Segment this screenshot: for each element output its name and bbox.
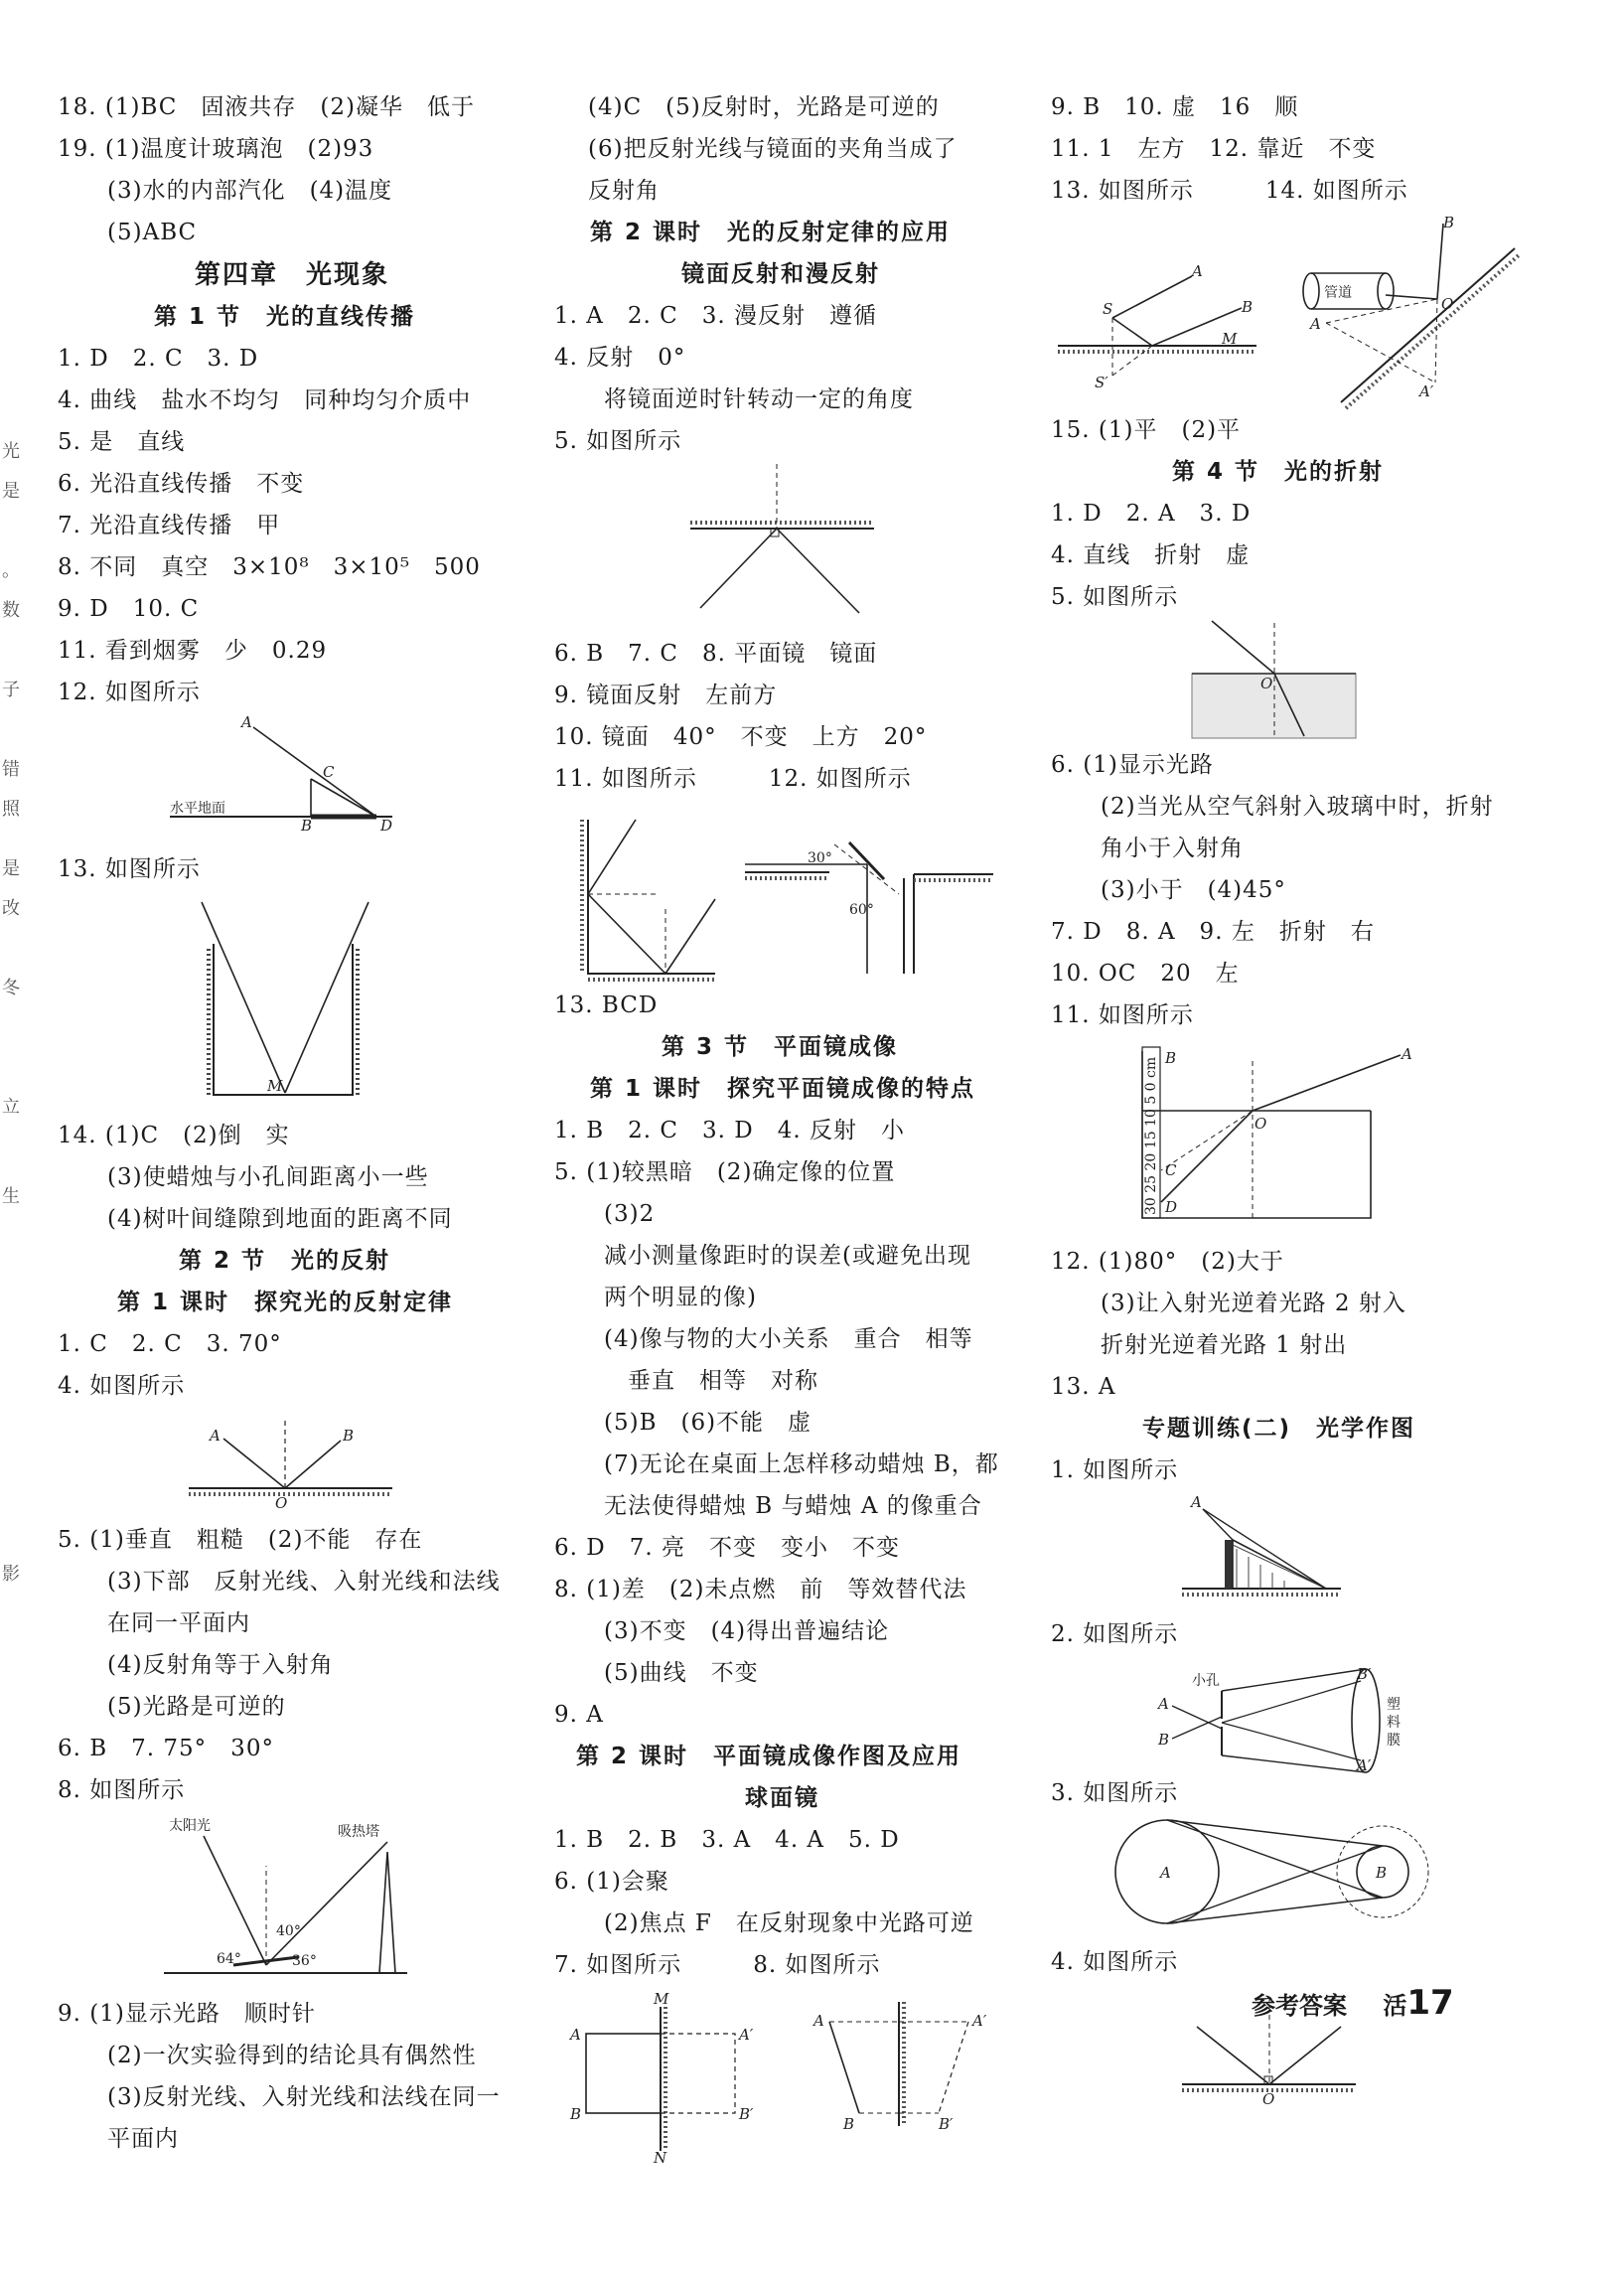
answer-line: 9. B 10. 虚 16 顺: [1051, 94, 1299, 120]
svg-text:O: O: [1262, 2090, 1275, 2108]
answer-line: (5)曲线 不变: [580, 1660, 759, 1686]
answer-line: 11. 1 左方 12. 靠近 不变: [1051, 136, 1377, 162]
answer-line: (3)反射光线、入射光线和法线在同一: [83, 2084, 501, 2110]
figure-8b: [810, 1992, 998, 2141]
answer-line: (3)不变 (4)得出普遍结论: [580, 1618, 890, 1644]
answer-line: 1. D 2. A 3. D: [1051, 501, 1252, 527]
answer-line: 4. 如图所示: [1051, 1949, 1179, 1975]
answer-line: 9. (1)显示光路 顺时针: [58, 2001, 316, 2027]
svg-text:D: D: [1165, 1198, 1178, 1216]
answer-line: (2)一次实验得到的结论具有偶然性: [83, 2043, 477, 2068]
lesson-heading: 第 2 课时 光的反射定律的应用: [590, 220, 952, 245]
figure-12: [164, 713, 402, 833]
answer-line: 4. 曲线 盐水不均匀 同种均匀介质中: [58, 387, 472, 413]
svg-text:A: A: [1402, 1045, 1412, 1063]
figure-spec-1: [1177, 1495, 1346, 1600]
svg-text:A′: A′: [1357, 1756, 1372, 1774]
answer-line: 6. D 7. 亮 不变 变小 不变: [554, 1535, 900, 1561]
answer-line: 11. 如图所示: [1051, 1002, 1194, 1028]
answer-line: 无法使得蜡烛 B 与蜡烛 A 的像重合: [580, 1493, 982, 1519]
svg-text:膜: 膜: [1387, 1733, 1401, 1749]
answer-line: 4. 如图所示: [58, 1373, 186, 1399]
svg-text:B: B: [1158, 1731, 1170, 1749]
svg-text:A: A: [1192, 262, 1203, 280]
answer-line: 13. 如图所示: [58, 856, 201, 882]
answer-line: 6. (1)显示光路: [1051, 752, 1214, 778]
answer-line: (3)水的内部汽化 (4)温度: [83, 178, 393, 204]
svg-text:B′: B′: [739, 2105, 754, 2123]
margin-fragment: 错: [2, 759, 20, 780]
answer-line: 8. (1)差 (2)未点燃 前 等效替代法: [554, 1577, 967, 1602]
svg-text:O: O: [1441, 295, 1454, 313]
figure-13: [194, 894, 382, 1103]
page-footer: [1252, 1983, 1454, 2023]
footer-brand: 活: [1383, 1992, 1407, 2020]
answer-line: 在同一平面内: [83, 1610, 250, 1636]
answer-line: 减小测量像距时的误差(或避免出现: [580, 1243, 971, 1269]
figure-spec-2: [1152, 1661, 1410, 1780]
answer-line: 6. (1)会聚: [554, 1869, 669, 1895]
figure-5b: [1187, 611, 1361, 745]
answer-line: 1. C 2. C 3. 70°: [58, 1331, 282, 1357]
answer-line: 6. 光沿直线传播 不变: [58, 471, 305, 497]
svg-text:C: C: [1165, 1161, 1177, 1179]
answer-line: (3)小于 (4)45°: [1077, 877, 1286, 903]
svg-text:30 25 20 15 10 5 0 cm: 30 25 20 15 10 5 0 cm: [1143, 1056, 1159, 1215]
answer-line: (5)ABC: [83, 220, 198, 245]
svg-text:B: B: [1376, 1864, 1388, 1882]
section-heading: 专题训练(二) 光学作图: [1142, 1416, 1416, 1442]
svg-text:O: O: [1260, 675, 1273, 692]
answer-line: 1. D 2. C 3. D: [58, 346, 259, 372]
svg-text:小孔: 小孔: [1192, 1673, 1220, 1689]
svg-text:A′: A′: [1419, 382, 1434, 400]
margin-fragment: 。: [2, 560, 20, 581]
answer-line: 9. 镜面反射 左前方: [554, 683, 778, 708]
answer-line: 5. 如图所示: [554, 428, 682, 454]
svg-text:M: M: [267, 1077, 283, 1095]
figure-14: [1296, 214, 1525, 412]
answer-line: (3)下部 反射光线、入射光线和法线: [83, 1569, 501, 1595]
answer-line: 3. 如图所示: [1051, 1780, 1179, 1806]
lesson-heading: 第 1 课时 探究光的反射定律: [117, 1290, 454, 1315]
answer-line: 19. (1)温度计玻璃泡 (2)93: [58, 136, 374, 162]
svg-text:太阳光: 太阳光: [169, 1818, 211, 1834]
margin-fragment: 冬: [2, 978, 20, 998]
answer-line: 1. A 2. C 3. 漫反射 遵循: [554, 303, 877, 329]
chapter-heading: 第四章 光现象: [195, 260, 390, 290]
answer-line: 平面内: [83, 2126, 179, 2152]
margin-fragment: 光: [2, 441, 20, 462]
svg-text:S′: S′: [1095, 374, 1108, 391]
svg-text:B: B: [843, 2115, 855, 2133]
answer-line: (5)B (6)不能 虚: [580, 1410, 812, 1436]
svg-text:O: O: [275, 1494, 288, 1512]
answer-line: (4)树叶间缝隙到地面的距离不同: [83, 1206, 453, 1232]
svg-text:吸热塔: 吸热塔: [338, 1824, 379, 1840]
answer-line: 10. OC 20 左: [1051, 961, 1240, 987]
svg-text:D: D: [380, 817, 393, 835]
figure-8: [159, 1816, 417, 1985]
answer-line: (4)反射角等于入射角: [83, 1652, 334, 1678]
lesson-subheading: 球面镜: [745, 1785, 819, 1811]
answer-line: 5. (1)垂直 粗糙 (2)不能 存在: [58, 1527, 423, 1553]
answer-line: (2)当光从空气斜射入玻璃中时，折射: [1077, 794, 1494, 820]
answer-line: (2)焦点 F 在反射现象中光路可逆: [580, 1910, 974, 1936]
svg-text:A: A: [210, 1427, 221, 1445]
answer-line: 14. (1)C (2)倒 实: [58, 1123, 290, 1148]
svg-text:60°: 60°: [849, 902, 874, 918]
answer-line: (6)把反射光线与镜面的夹角当成了: [564, 136, 958, 162]
figure-12b: [740, 835, 1003, 984]
answer-line: 11. 看到烟雾 少 0.29: [58, 638, 328, 664]
svg-text:30°: 30°: [808, 850, 832, 866]
svg-text:水平地面: 水平地面: [170, 801, 225, 817]
answer-line: 11. 如图所示 12. 如图所示: [554, 766, 912, 792]
svg-text:B′: B′: [939, 2115, 954, 2133]
svg-text:B: B: [301, 817, 313, 835]
answer-line: 7. D 8. A 9. 左 折射 右: [1051, 919, 1375, 945]
answer-line: 9. D 10. C: [58, 596, 200, 622]
answer-line: 7. 光沿直线传播 甲: [58, 513, 281, 538]
answer-line: 5. (1)较黑暗 (2)确定像的位置: [554, 1159, 896, 1185]
answer-line: 8. 不同 真空 3×10⁸ 3×10⁵ 500: [58, 554, 481, 580]
answer-line: 12. (1)80° (2)大于: [1051, 1249, 1284, 1275]
section-heading: 第 3 节 平面镜成像: [662, 1034, 899, 1060]
svg-text:36°: 36°: [292, 1953, 317, 1969]
svg-text:N: N: [654, 2149, 667, 2167]
margin-fragment: 数: [2, 600, 20, 621]
svg-text:A: A: [570, 2026, 581, 2044]
figure-5: [685, 459, 884, 618]
answer-line: 8. 如图所示: [58, 1777, 186, 1803]
answer-line: 垂直 相等 对称: [580, 1368, 818, 1394]
answer-line: 两个明显的像): [580, 1285, 757, 1310]
page-number: 17: [1406, 1983, 1454, 2023]
answer-line: 4. 反射 0°: [554, 345, 686, 371]
margin-fragment: 影: [2, 1564, 20, 1585]
margin-fragment: 改: [2, 898, 20, 919]
answer-line: (3)使蜡烛与小孔间距离小一些: [83, 1164, 429, 1190]
figure-4: [184, 1411, 402, 1510]
svg-text:A′: A′: [972, 2012, 987, 2030]
svg-text:O: O: [1255, 1115, 1267, 1133]
figure-11: [576, 815, 725, 979]
figure-11b: [1137, 1041, 1415, 1225]
svg-text:A: A: [241, 713, 252, 731]
answer-line: 15. (1)平 (2)平: [1051, 417, 1242, 443]
answer-line: 5. 是 直线: [58, 429, 186, 455]
figure-spec-3: [1112, 1810, 1450, 1934]
section-heading: 第 4 节 光的折射: [1172, 459, 1385, 485]
svg-text:B: B: [1165, 1049, 1177, 1067]
margin-fragment: 是: [2, 858, 20, 879]
svg-text:A: A: [1160, 1864, 1171, 1882]
answer-line: (3)2: [580, 1201, 656, 1227]
answer-line: 反射角: [564, 178, 660, 204]
svg-text:A: A: [1191, 1493, 1202, 1511]
answer-line: 13. A: [1051, 1374, 1116, 1400]
figure-7: [566, 1990, 755, 2167]
answer-line: 2. 如图所示: [1051, 1621, 1179, 1647]
answer-line: 12. 如图所示: [58, 680, 201, 705]
svg-text:A: A: [813, 2012, 824, 2030]
answer-line: 角小于入射角: [1077, 836, 1244, 861]
answer-line: (7)无论在桌面上怎样移动蜡烛 B，都: [580, 1451, 999, 1477]
answer-line: 1. 如图所示: [1051, 1457, 1179, 1483]
svg-text:C: C: [323, 763, 335, 781]
answer-line: 6. B 7. 75° 30°: [58, 1736, 274, 1761]
margin-fragment: 立: [2, 1097, 20, 1118]
answer-line: 18. (1)BC 固液共存 (2)凝华 低于: [58, 94, 475, 120]
answer-line: (3)让入射光逆着光路 2 射入: [1077, 1291, 1406, 1316]
answer-line: 折射光逆着光路 1 射出: [1077, 1332, 1348, 1358]
figure-13b: [1053, 248, 1266, 392]
margin-fragment: 照: [2, 799, 20, 820]
answer-line: (4)像与物的大小关系 重合 相等: [580, 1326, 973, 1352]
svg-text:B: B: [1242, 298, 1254, 316]
margin-fragment: 是: [2, 481, 20, 502]
svg-text:64°: 64°: [217, 1951, 241, 1967]
answer-line: 5. 如图所示: [1051, 584, 1179, 610]
svg-text:B: B: [1443, 214, 1455, 231]
footer-label: 参考答案: [1252, 1992, 1347, 2020]
svg-text:40°: 40°: [276, 1923, 301, 1939]
section-heading: 第 2 节 光的反射: [179, 1248, 391, 1274]
answer-line: 6. B 7. C 8. 平面镜 镜面: [554, 641, 878, 667]
svg-text:B′: B′: [1357, 1665, 1372, 1683]
svg-text:A: A: [1310, 315, 1321, 333]
svg-text:S: S: [1103, 300, 1113, 318]
svg-text:A′: A′: [739, 2026, 754, 2044]
section-heading: 第 1 节 光的直线传播: [154, 304, 416, 330]
margin-fragment: 生: [2, 1186, 20, 1207]
answer-line: 将镜面逆时针转动一定的角度: [580, 386, 914, 412]
svg-text:管道: 管道: [1324, 285, 1352, 301]
svg-text:B: B: [343, 1427, 355, 1445]
answer-line: (5)光路是可逆的: [83, 1694, 286, 1720]
lesson-heading: 第 2 课时 平面镜成像作图及应用: [576, 1744, 962, 1769]
svg-text:料: 料: [1387, 1715, 1401, 1731]
lesson-heading: 第 1 课时 探究平面镜成像的特点: [590, 1076, 976, 1102]
answer-line: 9. A: [554, 1702, 604, 1728]
margin-fragment: 子: [2, 680, 20, 700]
svg-text:塑: 塑: [1387, 1697, 1401, 1713]
answer-line: 1. B 2. B 3. A 4. A 5. D: [554, 1827, 900, 1853]
answer-line: 13. BCD: [554, 992, 659, 1018]
svg-text:M: M: [1222, 330, 1238, 348]
svg-text:M: M: [654, 1990, 669, 2008]
answer-line: (4)C (5)反射时，光路是可逆的: [564, 94, 940, 120]
answer-line: 7. 如图所示 8. 如图所示: [554, 1952, 881, 1978]
answer-line: 10. 镜面 40° 不变 上方 20°: [554, 724, 928, 750]
lesson-subheading: 镜面反射和漫反射: [681, 261, 880, 287]
answer-line: 4. 直线 折射 虚: [1051, 542, 1251, 568]
answer-line: 13. 如图所示 14. 如图所示: [1051, 178, 1408, 204]
answer-line: 1. B 2. C 3. D 4. 反射 小: [554, 1118, 905, 1143]
svg-text:B: B: [570, 2105, 582, 2123]
svg-text:A: A: [1158, 1695, 1169, 1713]
